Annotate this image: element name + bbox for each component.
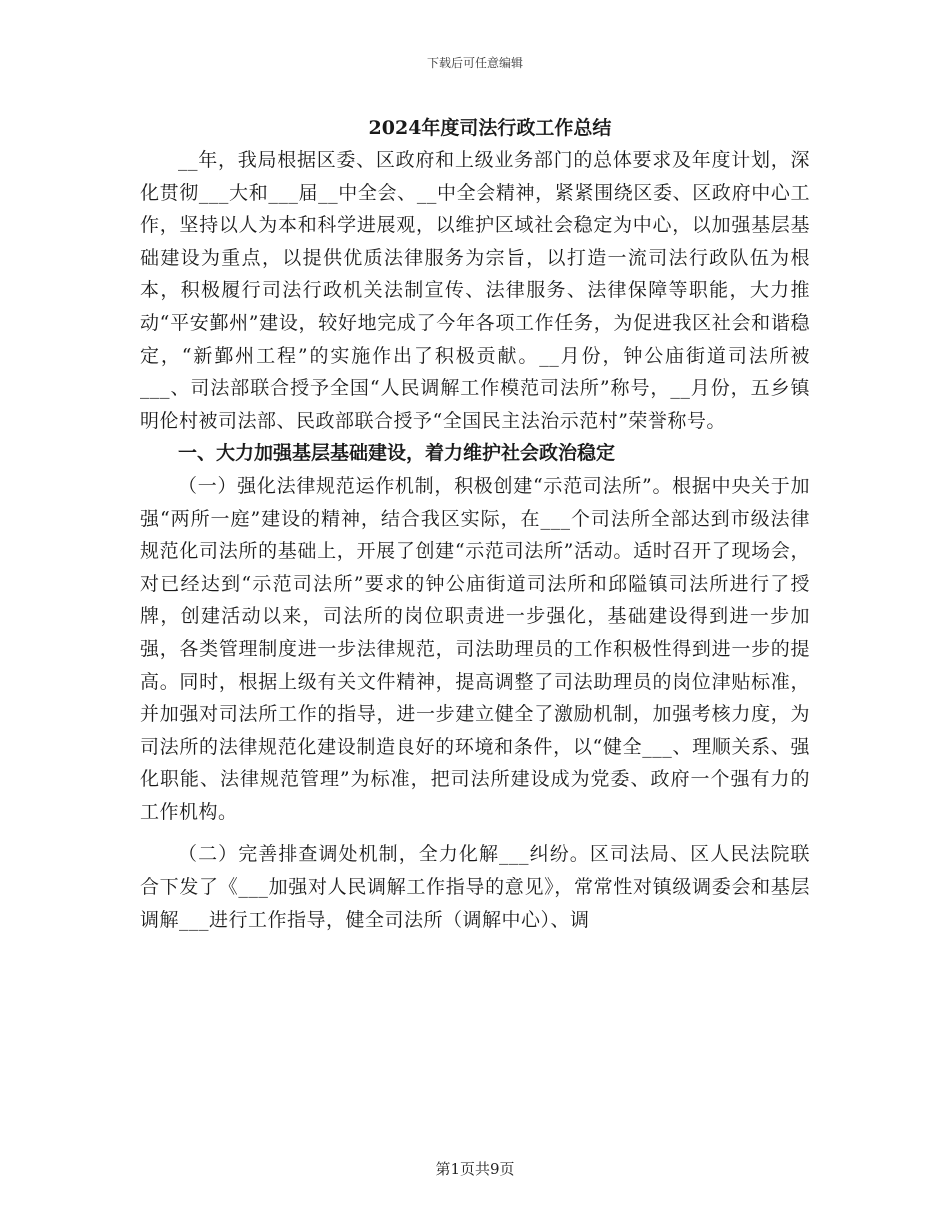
document-body [140,112,810,936]
section-1-heading: 一、大力加强基层基础建设，着力维护社会政治稳定 [178,442,616,465]
document-title: 2024年度司法行政工作总结 [368,117,612,139]
intro-paragraph: __年，我局根据区委、区政府和上级业务部门的总体要求及年度计划，深化贯彻___大和___届__中全会、__中全会精神，紧紧围绕区委、区政府中心工作，坚持以人为本和科学进展观，以维护区域社会稳定为中心，以加强基层基础建设为重点，以提供优质法律服务为宗旨，以打造一流司法行政队伍为根本，积极履行司法行政机关法制宣传、法律服务、法律保障等职能，大力推动“平安鄞州”建设，较好地完成了今年各项工作任务，为促进我区社会和谐稳定，“新鄞州工程”的实施作出了积极贡献。__月份，钟公庙街道司法所被___、司法部联合授予全国“人民调解工作模范司法所”称号，__月份，五乡镇明伦村被司法部、民政部联合授予“全国民主法治示范村”荣誉称号。 [140,149,810,432]
section-1-paragraph-2: （二）完善排查调处机制，全力化解___纠纷。区司法局、区人民法院联合下发了《___加强对人民调解工作指导的意见》，常常性对镇级调委会和基层调解___进行工作指导，健全司法所（调解中心）、调 [140,843,810,931]
section-1-paragraph-1: （一）强化法律规范运作机制，积极创建“示范司法所”。根据中央关于加强“两所一庭”建设的精神，结合我区实际，在___个司法所全部达到市级法律规范化司法所的基础上，开展了创建“示范司法所”活动。适时召开了现场会，对已经达到“示范司法所”要求的钟公庙街道司法所和邱隘镇司法所进行了授牌，创建活动以来，司法所的岗位职责进一步强化，基础建设得到进一步加强，各类管理制度进一步法律规范，司法助理员的工作积极性得到进一步的提高。同时，根据上级有关文件精神，提高调整了司法助理员的岗位津贴标准，并加强对司法所工作的指导，进一步建立健全了激励机制，加强考核力度，为司法所的法律规范化建设制造良好的环境和条件，以“健全___、理顺关系、强化职能、法律规范管理”为标准，把司法所建设成为党委、政府一个强有力的工作机构。 [140,474,810,823]
page-number: 第1页共9页 [435,1160,515,1178]
page-header-note: 下载后可任意编辑 [426,56,523,70]
